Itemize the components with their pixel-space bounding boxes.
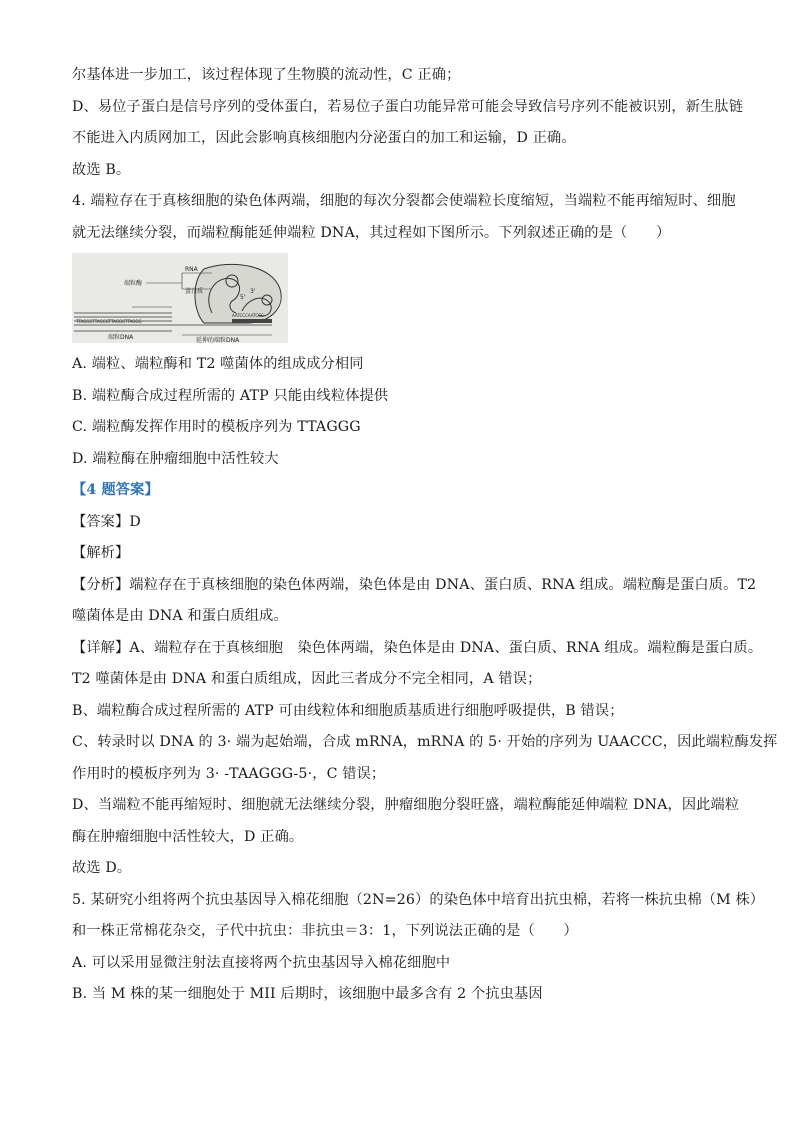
detail-line: D、当端粒不能再缩短时、细胞就无法继续分裂，肿瘤细胞分裂旺盛，端粒酶能延伸端粒 DNA，因此端粒	[72, 797, 740, 813]
label-telomerase: 端粒酶	[124, 280, 143, 287]
text-line: 故选 B。	[72, 161, 131, 178]
detail-tag: 【详解】	[72, 639, 130, 656]
label-3-prime: 3'	[250, 288, 256, 295]
question-4-stem: 就无法继续分裂，而端粒酶能延伸端粒 DNA，其过程如下图所示。下列叙述正确的是（ ）	[72, 224, 671, 241]
option-a: A. 端粒、端粒酶和 T2 噬菌体的组成成分相同	[72, 356, 364, 372]
text-line: 不能进入内质网加工，因此会影响真核细胞内分泌蛋白的加工和运输，D 正确。	[72, 130, 576, 146]
telomerase-diagram-svg	[72, 253, 288, 343]
text-line: D、易位子蛋白是信号序列的受体蛋白，若易位子蛋白功能异常可能会导致信号序列不能被识别，新生肽链	[72, 98, 744, 115]
analysis-line	[72, 570, 757, 602]
detail-line: 酶在肿瘤细胞中活性较大，D 正确。	[72, 828, 304, 845]
question-5-option-b: B. 当 M 株的某一细胞处于 MII 后期时，该细胞中最多含有 2 个抗虫基因	[72, 986, 543, 1002]
question-5-stem: 5. 某研究小组将两个抗虫基因导入棉花细胞（2N=26）的染色体中培育出抗虫棉，若将一株抗虫棉（M 株）	[72, 891, 765, 908]
text-line: 尔基体进一步加工，该过程体现了生物膜的流动性，C 正确；	[72, 67, 461, 83]
detail-line	[72, 633, 763, 665]
label-rna: RNA	[185, 266, 198, 273]
detail-line: 作用时的模板序列为 3· -TAAGGG-5·，C 错误；	[72, 765, 386, 782]
label-5-prime: 5'	[240, 294, 246, 301]
option-c: C. 端粒酶发挥作用时的模板序列为 TTAGGG	[72, 419, 361, 435]
telomerase-diagram	[72, 253, 288, 343]
answer-tag: 【答案】	[72, 513, 130, 530]
answer-heading-tag: 【4 题答案】	[72, 482, 159, 498]
detail-line: B、端粒酶合成过程所需的 ATP 可由线粒体和细胞质基质进行细胞呼吸提供，B 错误；	[72, 702, 624, 719]
label-protein: 蛋白质	[185, 288, 204, 295]
analysis-text: 端粒存在于真核细胞的染色体两端，染色体是由 DNA、蛋白质、RNA 组成。端粒酶是蛋白质。T2	[129, 576, 757, 593]
detail-line: T2 噬菌体是由 DNA 和蛋白质组成，因此三者成分不完全相同，A 错误；	[72, 671, 542, 687]
detail-line: C、转录时以 DNA 的 3· 端为起始端，合成 mRNA，mRNA 的 5· 开始的序列为 UAACCC，因此端粒酶发挥	[72, 734, 778, 750]
question-5-stem: 和一株正常棉花杂交，子代中抗虫：非抗虫＝3：1，下列说法正确的是（ ）	[72, 923, 578, 939]
explanation-heading: 【解析】	[72, 545, 130, 561]
label-telomere-dna: 端粒DNA	[108, 334, 134, 341]
answer-heading	[72, 475, 732, 507]
label-sequence-top: TTAGGGTTAGGGTTAGGGTTAGGG	[76, 319, 142, 324]
detail-line: 故选 D。	[72, 860, 132, 876]
label-sequence-bottom: AATCCCAATCCC	[232, 313, 264, 318]
detail-text: A、端粒存在于真核细胞 染色体两端，染色体是由 DNA、蛋白质、RNA 组成。端粒酶是蛋白质。	[129, 639, 763, 656]
answer-value: D	[129, 513, 141, 530]
answer-line	[72, 507, 732, 539]
analysis-line: 噬菌体是由 DNA 和蛋白质组成。	[72, 608, 288, 624]
option-d: D. 端粒酶在肿瘤细胞中活性较大	[72, 450, 279, 467]
question-4-stem: 4. 端粒存在于真核细胞的染色体两端，细胞的每次分裂都会使端粒长度缩短，当端粒不能再缩短时、细胞	[72, 193, 736, 209]
label-extended-dna: 延伸的端粒DNA	[196, 337, 240, 343]
analysis-tag: 【分析】	[72, 576, 130, 593]
question-5-option-a: A. 可以采用显微注射法直接将两个抗虫基因导入棉花细胞中	[72, 954, 451, 971]
rna-template-band	[232, 319, 272, 323]
option-b: B. 端粒酶合成过程所需的 ATP 只能由线粒体提供	[72, 387, 389, 404]
document-page	[72, 60, 778, 1011]
